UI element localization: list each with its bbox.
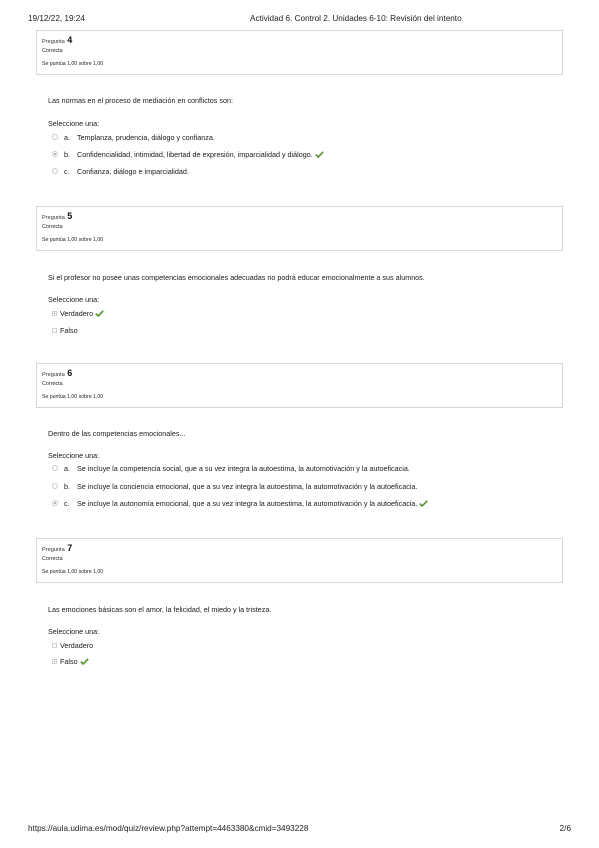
answer-prompt: Seleccione una: (48, 295, 100, 304)
radio-button-selected[interactable] (52, 500, 58, 506)
answer-option[interactable] (52, 132, 215, 142)
radio-button[interactable] (52, 168, 58, 174)
answer-letter: b. (64, 149, 70, 159)
question-state: Correcta (42, 48, 63, 54)
check-icon (419, 500, 428, 507)
radio-button-selected[interactable] (52, 659, 57, 664)
page-url: https://aula.udima.es/mod/quiz/review.php?attempt=4463380&cmid=3493228 (28, 824, 309, 833)
print-header (28, 14, 571, 26)
answer-option[interactable] (52, 308, 104, 318)
radio-button-selected[interactable] (52, 311, 57, 316)
answer-prompt: Seleccione una: (48, 119, 100, 128)
question-grade: Se puntúa 1,00 sobre 1,00 (42, 61, 104, 67)
radio-button[interactable] (52, 643, 57, 648)
question-label: Pregunta (42, 372, 65, 378)
answer-text: Falso (60, 325, 78, 335)
answer-letter: c. (64, 166, 70, 176)
question-number-value: 5 (67, 211, 73, 221)
page-number: 2/6 (559, 824, 571, 833)
question-info-4 (36, 30, 563, 75)
answer-text: Se incluye la conciencia emocional, que a su vez integra la autoestima, la automotivación y la autoeficacia. (77, 481, 418, 491)
answer-option[interactable] (52, 325, 78, 335)
answer-text: Templanza, prudencia, diálogo y confianza. (77, 132, 215, 142)
answer-option[interactable] (52, 463, 410, 473)
question-grade: Se puntúa 1,00 sobre 1,00 (42, 394, 104, 400)
answer-option[interactable] (52, 481, 417, 491)
question-number (42, 35, 557, 45)
question-info-7 (36, 538, 563, 583)
print-footer (28, 824, 571, 836)
question-grade: Se puntúa 1,00 sobre 1,00 (42, 237, 104, 243)
check-icon (315, 151, 324, 158)
answer-text: Confidencialidad, intimidad, libertad de expresión, imparcialidad y diálogo. (77, 149, 313, 159)
question-state: Correcta (42, 224, 63, 230)
answer-text: Verdadero (60, 640, 94, 650)
question-text: Si el profesor no posee unas competencias emocionales adecuadas no podrá educar emocionalmente a sus alumnos. (48, 273, 425, 282)
radio-button[interactable] (52, 483, 58, 489)
answer-letter: b. (64, 481, 70, 491)
question-number-value: 7 (67, 543, 73, 553)
answer-option[interactable] (52, 656, 89, 666)
question-text: Dentro de las competencias emocionales... (48, 429, 186, 438)
answer-text: Se incluye la competencia social, que a su vez integra la autoestima, la automotivación y la autoeficacia. (77, 463, 410, 473)
document-title: Actividad 6. Control 2. Unidades 6-10: Revisión del intento (250, 14, 462, 23)
print-date: 19/12/22, 19:24 (28, 14, 85, 23)
answer-option[interactable] (52, 166, 189, 176)
question-state: Correcta (42, 556, 63, 562)
answer-letter: a. (64, 132, 70, 142)
question-grade: Se puntúa 1,00 sobre 1,00 (42, 569, 104, 575)
answer-letter: a. (64, 463, 70, 473)
answer-option[interactable] (52, 498, 428, 508)
question-info-6 (36, 363, 563, 408)
question-label: Pregunta (42, 39, 65, 45)
check-icon (95, 310, 104, 317)
question-text: Las normas en el proceso de mediación en conflictos son: (48, 96, 233, 105)
question-number (42, 543, 557, 553)
radio-button[interactable] (52, 134, 58, 140)
question-number (42, 368, 557, 378)
answer-option[interactable] (52, 149, 324, 159)
radio-button-selected[interactable] (52, 151, 58, 157)
question-info-5 (36, 206, 563, 251)
answer-prompt: Seleccione una: (48, 627, 100, 636)
question-state: Correcta (42, 381, 63, 387)
question-label: Pregunta (42, 215, 65, 221)
check-icon (80, 658, 89, 665)
answer-text: Falso (60, 656, 78, 666)
question-text: Las emociones básicas son el amor, la felicidad, el miedo y la tristeza. (48, 605, 272, 614)
answer-letter: c. (64, 498, 70, 508)
answer-text: Verdadero (60, 308, 94, 318)
answer-text: Se incluye la autonomía emocional, que a su vez integra la autoestima, la automotivación y la autoeficacia. (77, 498, 418, 508)
question-number (42, 211, 557, 221)
answer-text: Confianza, diálogo e imparcialidad. (77, 166, 189, 176)
radio-button[interactable] (52, 328, 57, 333)
question-label: Pregunta (42, 547, 65, 553)
answer-prompt: Seleccione una: (48, 451, 100, 460)
answer-option[interactable] (52, 640, 93, 650)
question-number-value: 4 (67, 35, 73, 45)
radio-button[interactable] (52, 465, 58, 471)
question-number-value: 6 (67, 368, 73, 378)
